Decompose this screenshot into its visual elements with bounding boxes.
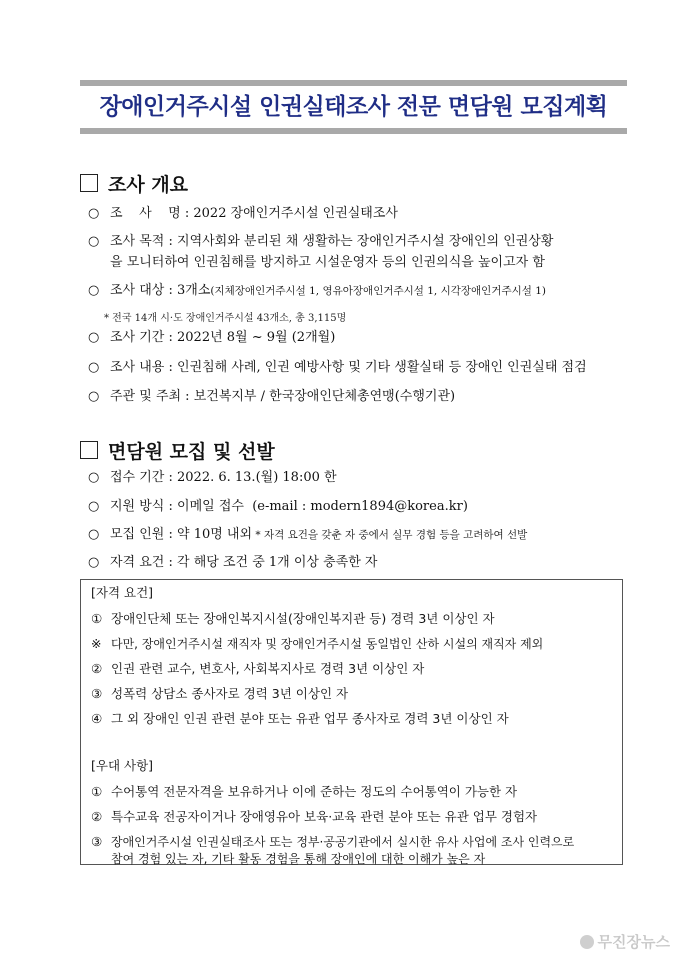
recruit-item-period: ○ 접수 기간 : 2022. 6. 13.(월) 18:00 한 [88,470,337,485]
preference-line: ② 특수교육 전공자이거나 장애영유아 보육·교육 관련 분야 또는 유관 업무 경험자 [91,809,538,824]
qualification-line: ③ 성폭력 상담소 종사자로 경력 3년 이상인 자 [91,686,349,701]
overview-item-organizer: ○ 주관 및 주최 : 보건복지부 / 한국장애인단체총연맹(수행기관) [88,389,456,404]
overview-item-purpose: ○ 조사 목적 : 지역사회와 분리된 채 생활하는 장애인거주시설 장애인의 인권상황 [88,234,554,249]
recruit-item-count: ○ 모집 인원 : 약 10명 내외 * 자격 요건을 갖춘 자 중에서 실무 경험 등을 고려하여 선발 [88,527,528,542]
section-overview-heading: 조사 개요 [80,170,188,197]
overview-item-period: ○ 조사 기간 : 2022년 8월 ~ 9월 (2개월) [88,330,336,345]
title-block [80,80,627,134]
recruit-item-method: ○ 지원 방식 : 이메일 접수 (e-mail : modern1894@korea.kr) [88,499,468,514]
qualification-line: ① 장애인단체 또는 장애인복지시설(장애인복지관 등) 경력 3년 이상인 자 [91,611,495,626]
preference-heading: [우대 사항] [91,758,154,773]
page-title: 장애인거주시설 인권실태조사 전문 면담원 모집계획 [99,94,608,120]
overview-target-note: * 전국 14개 시·도 장애인거주시설 43개소, 총 3,115명 [104,313,347,324]
preference-line: ③ 장애인거주시설 인권실태조사 또는 정부·공공기관에서 실시한 유사 사업에 조사 인력으로 [91,834,575,849]
qualification-line: ④ 그 외 장애인 인권 관련 분야 또는 유관 업무 종사자로 경력 3년 이상인 자 [91,711,509,726]
qualification-box [80,579,623,865]
watermark: 무진장뉴스 [580,931,670,952]
watermark-logo-icon [580,935,594,949]
qualification-line: ② 인권 관련 교수, 변호사, 사회복지사로 경력 3년 이상인 자 [91,661,425,676]
recruit-item-eligibility: ○ 자격 요건 : 각 해당 조건 중 1개 이상 충족한 자 [88,555,378,570]
overview-item-name: ○ 조 사 명 : 2022 장애인거주시설 인권실태조사 [88,206,398,221]
section-recruit-heading: 면담원 모집 및 선발 [80,437,275,464]
preference-line-cont: 참여 경험 있는 자, 기타 활동 경험을 통해 장애인에 대한 이해가 높은 자 [111,852,486,866]
checkbox-square-icon [80,441,98,459]
overview-item-content: ○ 조사 내용 : 인권침해 사례, 인권 예방사항 및 기타 생활실태 등 장애인 인권실태 점검 [88,360,587,375]
title-rule-bottom [80,128,627,134]
qualification-line: ※ 다만, 장애인거주시설 재직자 및 장애인거주시설 동일법인 산하 시설의 재직자 제외 [91,636,544,651]
overview-item-target: ○ 조사 대상 : 3개소(지체장애인거주시설 1, 영유아장애인거주시설 1, 시각장애인거주시설 1) [88,283,547,298]
preference-line: ① 수어통역 전문자격을 보유하거나 이에 준하는 정도의 수어통역이 가능한 자 [91,784,518,799]
checkbox-square-icon [80,174,98,192]
overview-item-purpose-cont: 을 모니터하여 인권침해를 방지하고 시설운영자 등의 인권의식을 높이고자 함 [110,255,545,270]
qualification-heading: [자격 요건] [91,585,154,600]
